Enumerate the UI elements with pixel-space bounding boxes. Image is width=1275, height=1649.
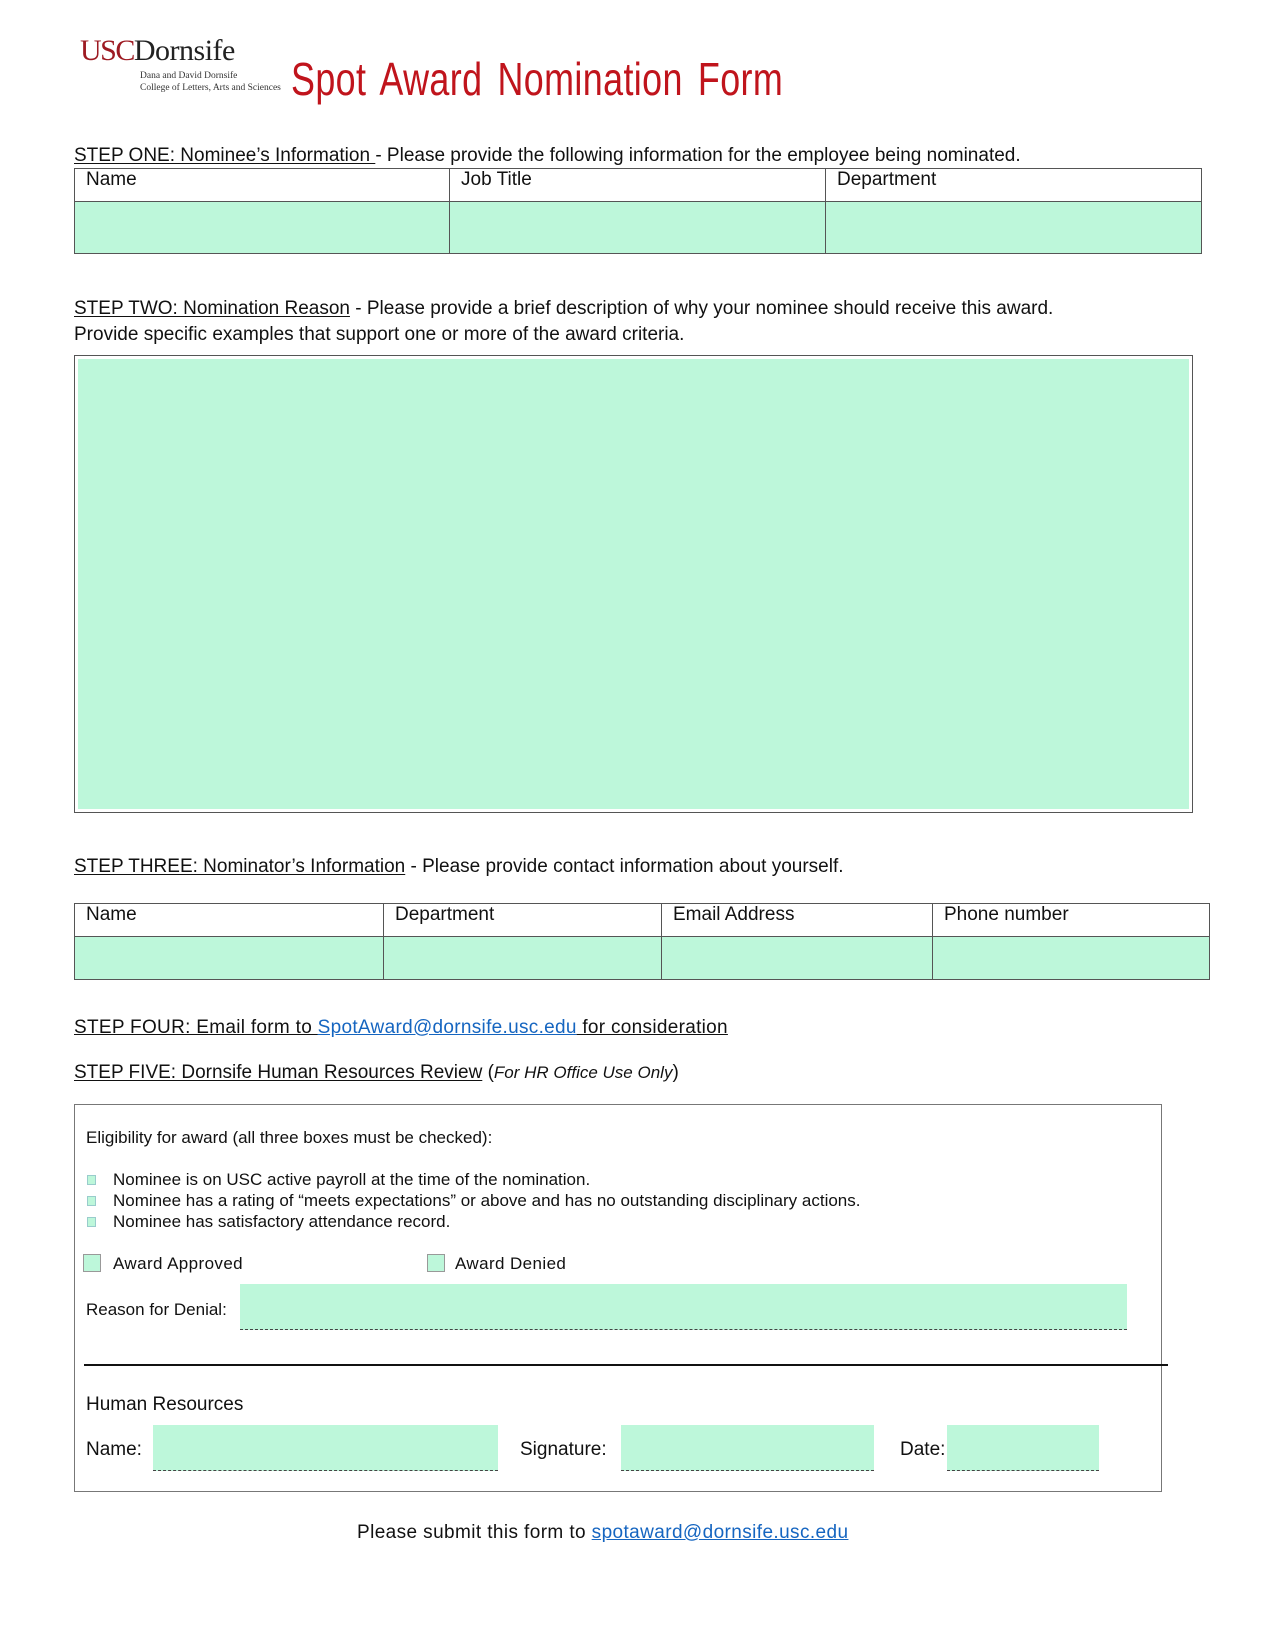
- step5-note-close: ): [672, 1062, 679, 1083]
- step2-label: [74, 298, 1053, 320]
- nominee-department-field[interactable]: [826, 202, 1202, 254]
- hr-date-field[interactable]: [947, 1425, 1099, 1471]
- nominee-table: [74, 168, 1202, 254]
- step3-label: [74, 856, 844, 878]
- denial-reason-label: Reason for Denial:: [86, 1300, 227, 1319]
- footer-email-link[interactable]: spotaward@dornsife.usc.edu: [591, 1522, 849, 1543]
- criteria-label-rating: Nominee has a rating of “meets expectations” or above and has no outstanding disciplinary actions.: [113, 1191, 861, 1210]
- step4-email-link[interactable]: SpotAward@dornsife.usc.edu: [317, 1017, 577, 1038]
- nominee-header-row: [75, 169, 1202, 202]
- logo-dornsife-text: Dornsife: [133, 34, 235, 67]
- footer-submit: [357, 1522, 848, 1544]
- hr-date-label: Date:: [900, 1439, 946, 1460]
- eligibility-label: Eligibility for award (all three boxes must be checked):: [86, 1128, 493, 1147]
- nomination-reason-field[interactable]: [78, 359, 1189, 809]
- usc-dornsife-logo: [80, 36, 235, 66]
- step4-label: [74, 1017, 728, 1039]
- step5-note: For HR Office Use Only: [493, 1063, 673, 1082]
- nominee-job-title-field[interactable]: [450, 202, 826, 254]
- step4-suffix: for consideration: [576, 1017, 728, 1038]
- nominator-table: [74, 903, 1210, 980]
- nominee-input-row: [75, 202, 1202, 254]
- logo-usc-text: USC: [80, 34, 134, 67]
- nominator-input-row: [75, 937, 1210, 980]
- step2-description: - Please provide a brief description of why your nominee should receive this award.: [349, 298, 1054, 319]
- step1-label: [74, 145, 1021, 167]
- step5-note-open: (: [482, 1062, 494, 1083]
- criteria-checkbox-attendance[interactable]: [87, 1217, 96, 1227]
- nominator-email-field[interactable]: [662, 937, 933, 980]
- step5-label: [74, 1062, 679, 1084]
- criteria-label-payroll: Nominee is on USC active payroll at the time of the nomination.: [113, 1170, 591, 1189]
- criteria-label-attendance: Nominee has satisfactory attendance record.: [113, 1212, 451, 1231]
- nominee-col-department: Department: [826, 169, 1202, 202]
- form-title: Spot Award Nomination Form: [291, 53, 784, 105]
- logo-subtitle-line2: College of Letters, Arts and Sciences: [140, 83, 281, 93]
- criteria-checkbox-rating[interactable]: [87, 1196, 96, 1206]
- footer-prefix: Please submit this form to: [357, 1522, 592, 1543]
- award-denied-checkbox[interactable]: [427, 1254, 445, 1272]
- award-approved-checkbox[interactable]: [83, 1254, 101, 1272]
- logo-subtitle: [140, 70, 281, 94]
- nomination-reason-box: [74, 355, 1193, 813]
- nominator-department-field[interactable]: [384, 937, 662, 980]
- nominator-header-row: [75, 904, 1210, 937]
- hr-name-field[interactable]: [153, 1425, 498, 1471]
- nominee-name-field[interactable]: [75, 202, 450, 254]
- nominator-phone-field[interactable]: [933, 937, 1210, 980]
- nominator-col-email: Email Address: [662, 904, 933, 937]
- step4-prefix: STEP FOUR: Email form to: [74, 1017, 318, 1038]
- hr-signature-field[interactable]: [621, 1425, 874, 1471]
- criteria-checkbox-payroll[interactable]: [87, 1175, 96, 1185]
- logo-subtitle-line1: Dana and David Dornsife: [140, 71, 238, 81]
- award-denied-label: Award Denied: [455, 1254, 567, 1273]
- nominator-col-name: Name: [75, 904, 384, 937]
- hr-heading: Human Resources: [86, 1394, 244, 1415]
- hr-signature-label: Signature:: [520, 1439, 607, 1460]
- step5-heading: STEP FIVE: Dornsife Human Resources Review: [74, 1062, 483, 1083]
- step1-description: - Please provide the following information for the employee being nominated.: [375, 145, 1021, 166]
- step2-heading: STEP TWO: Nomination Reason: [74, 298, 350, 319]
- hr-name-label: Name:: [86, 1439, 142, 1460]
- step3-description: - Please provide contact information about yourself.: [405, 856, 844, 877]
- denial-reason-field[interactable]: [240, 1284, 1127, 1330]
- section-divider: [84, 1364, 1168, 1366]
- step2-description-line2: Provide specific examples that support one or more of the award criteria.: [74, 324, 685, 345]
- nominator-name-field[interactable]: [75, 937, 384, 980]
- nominator-col-phone: Phone number: [933, 904, 1210, 937]
- step3-heading: STEP THREE: Nominator’s Information: [74, 856, 406, 877]
- nominee-col-name: Name: [75, 169, 450, 202]
- step1-heading: STEP ONE: Nominee’s Information: [74, 145, 376, 166]
- nominator-col-department: Department: [384, 904, 662, 937]
- nominee-col-job-title: Job Title: [450, 169, 826, 202]
- award-approved-label: Award Approved: [113, 1254, 244, 1273]
